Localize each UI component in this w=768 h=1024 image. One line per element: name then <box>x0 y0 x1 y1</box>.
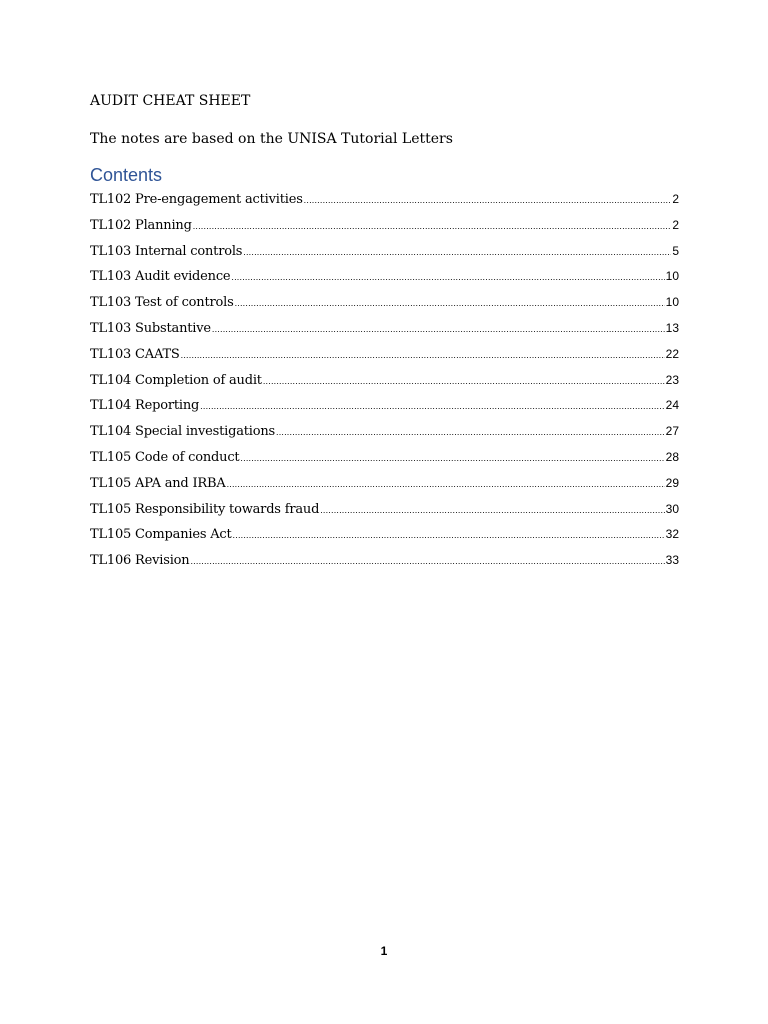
toc-entry-page: 30 <box>665 501 679 516</box>
toc-entry-label: TL103 Internal controls <box>90 243 243 259</box>
toc-entry[interactable] <box>90 269 679 295</box>
toc-entry-label: TL103 Substantive <box>90 320 211 336</box>
toc-entry-page: 29 <box>665 475 679 490</box>
toc-entry-label: TL102 Planning <box>90 217 192 233</box>
toc-entry[interactable] <box>90 476 679 502</box>
toc-dot-leader <box>190 556 664 566</box>
toc-dot-leader <box>243 247 671 257</box>
toc-entry-page: 10 <box>665 269 679 284</box>
toc-entry[interactable] <box>90 450 679 476</box>
toc-dot-leader <box>231 272 664 282</box>
toc-entry-label: TL105 Responsibility towards fraud <box>90 501 320 517</box>
toc-entry-page: 32 <box>665 527 679 542</box>
toc-dot-leader <box>240 453 664 463</box>
toc-entry-label: TL103 Audit evidence <box>90 269 231 285</box>
toc-dot-leader <box>227 479 665 489</box>
contents-heading: Contents <box>90 165 163 185</box>
toc-dot-leader <box>233 530 665 540</box>
toc-entry-label: TL104 Completion of audit <box>90 372 262 388</box>
toc-entry-page: 33 <box>665 553 679 568</box>
toc-dot-leader <box>276 427 665 437</box>
toc-entry-page: 5 <box>672 243 679 258</box>
toc-entry-label: TL104 Special investigations <box>90 424 275 440</box>
toc-entry[interactable] <box>90 502 679 528</box>
toc-entry[interactable] <box>90 373 679 399</box>
toc-entry[interactable] <box>90 295 679 321</box>
toc-dot-leader <box>235 298 665 308</box>
toc-entry-page: 24 <box>665 398 679 413</box>
toc-entry-page: 23 <box>665 372 679 387</box>
toc-dot-leader <box>320 505 664 515</box>
toc-dot-leader <box>181 350 665 360</box>
toc-entry-page: 28 <box>665 449 679 464</box>
toc-entry-page: 2 <box>672 217 679 232</box>
toc-entry[interactable] <box>90 321 679 347</box>
toc-entry[interactable] <box>90 244 679 270</box>
toc-entry[interactable] <box>90 424 679 450</box>
table-of-contents <box>90 192 679 579</box>
toc-entry[interactable] <box>90 527 679 553</box>
toc-entry-label: TL103 CAATS <box>90 346 180 362</box>
toc-entry[interactable] <box>90 398 679 424</box>
toc-entry[interactable] <box>90 553 679 579</box>
toc-dot-leader <box>200 401 664 411</box>
toc-entry-label: TL105 Companies Act <box>90 527 232 543</box>
toc-entry-label: TL103 Test of controls <box>90 295 234 311</box>
toc-entry-page: 22 <box>665 346 679 361</box>
document-title: AUDIT CHEAT SHEET <box>90 93 251 109</box>
toc-entry-page: 13 <box>665 320 679 335</box>
toc-dot-leader <box>193 221 672 231</box>
toc-dot-leader <box>263 376 665 386</box>
toc-dot-leader <box>304 195 672 205</box>
toc-entry[interactable] <box>90 347 679 373</box>
toc-entry-page: 2 <box>672 192 679 206</box>
page-number: 1 <box>380 944 388 958</box>
toc-entry-label: TL106 Revision <box>90 553 190 569</box>
toc-entry-label: TL102 Pre-engagement activities <box>90 192 303 207</box>
toc-entry-label: TL105 APA and IRBA <box>90 475 226 491</box>
toc-entry-label: TL104 Reporting <box>90 398 200 414</box>
toc-entry[interactable] <box>90 218 679 244</box>
toc-entry-page: 10 <box>665 295 679 310</box>
toc-entry[interactable] <box>90 192 679 218</box>
toc-dot-leader <box>212 324 665 334</box>
toc-entry-page: 27 <box>665 424 679 439</box>
document-subtitle: The notes are based on the UNISA Tutorial Letters <box>90 131 453 147</box>
toc-entry-label: TL105 Code of conduct <box>90 449 240 465</box>
